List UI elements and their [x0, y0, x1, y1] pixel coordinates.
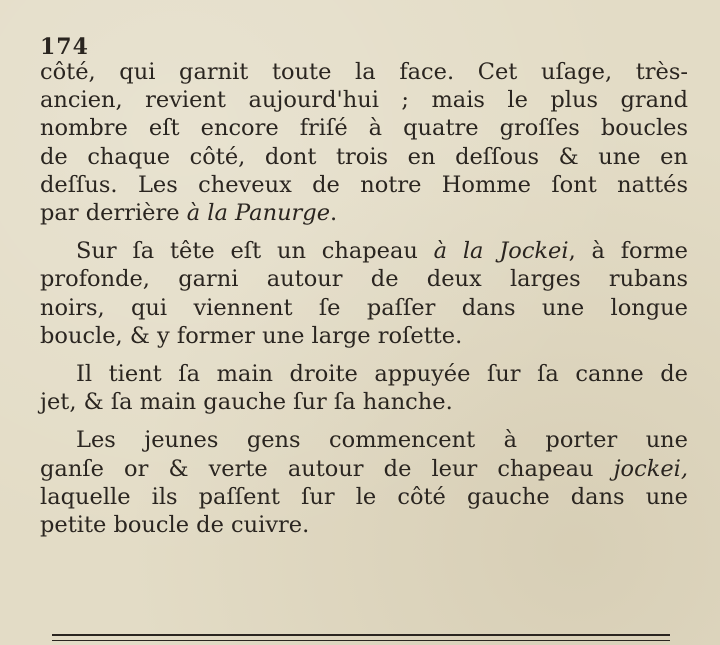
text-line: Il tient ſa main droite appuyée ſur ſa canne de [76, 361, 688, 388]
page-number: 174 [40, 34, 89, 60]
italic-phrase: jockei, [613, 455, 688, 482]
text-line: Les jeunes gens commencent à porter une [76, 427, 688, 454]
text-line: ganſe or & verte autour de leur chapeau jockei, [40, 455, 688, 482]
body-text [40, 58, 688, 539]
italic-phrase: à la Panurge [186, 200, 331, 227]
paragraph-1 [40, 58, 688, 227]
text-line: Sur ſa tête eſt un chapeau à la Jockei, à forme [76, 238, 689, 265]
italic-phrase: à la Jockei [433, 238, 569, 265]
text-line: jet, & ſa main gauche ſur ſa hanche. [40, 389, 453, 416]
text-line: petite boucle de cuivre. [40, 512, 310, 539]
paragraph-4 [40, 426, 688, 539]
text-line: profonde, garni autour de deux larges rubans [40, 266, 688, 293]
text-line: deſſus. Les cheveux de notre Homme ſont nattés [40, 171, 688, 198]
text-line: ancien, revient aujourd'hui ; mais le plus grand [40, 87, 688, 114]
bottom-rule-thin [52, 640, 670, 641]
text-line: nombre eſt encore friſé à quatre groſſes boucles [40, 115, 688, 142]
paragraph-3 [40, 360, 688, 416]
paragraph-2 [40, 237, 688, 350]
text-line: laquelle ils paſſent ſur le côté gauche dans une [40, 483, 688, 510]
text-line: de chaque côté, dont trois en deſſous & une en [40, 143, 688, 170]
text-line: noirs, qui viennent ſe paſſer dans une longue [40, 294, 688, 321]
text-line: par derrière à la Panurge. [40, 200, 338, 227]
text-line: côté, qui garnit toute la face. Cet uſage, très- [40, 59, 688, 85]
text-line: boucle, & y former une large roſette. [40, 322, 463, 349]
bottom-rule [52, 634, 670, 636]
